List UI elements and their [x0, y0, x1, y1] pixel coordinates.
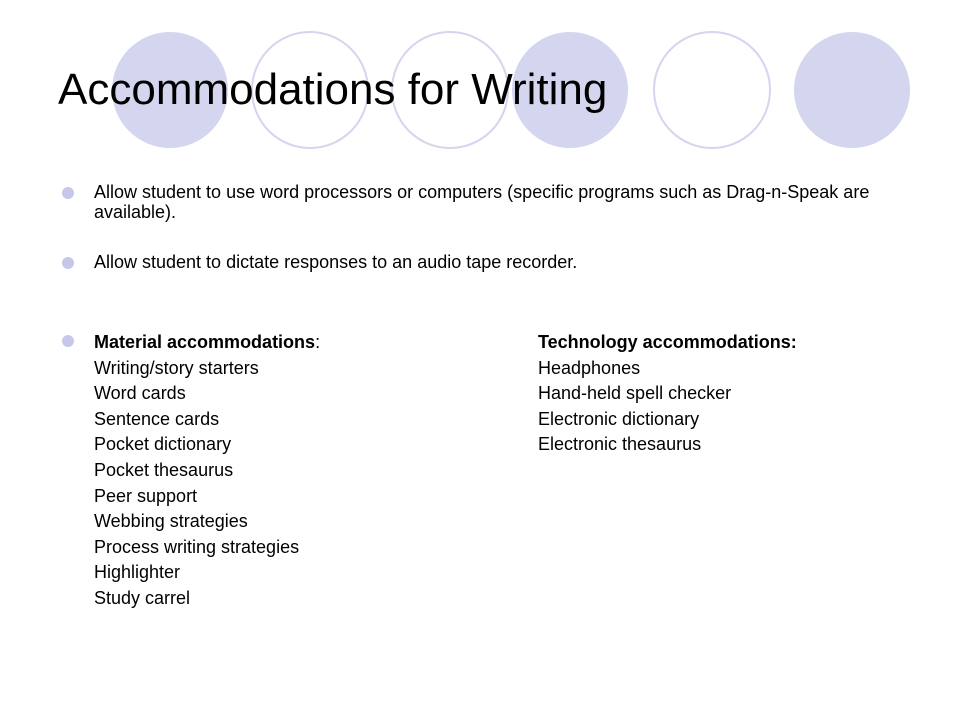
list-item: Webbing strategies [94, 511, 248, 532]
material-heading [94, 330, 320, 356]
list-item: Electronic thesaurus [538, 434, 702, 455]
slide-title: Accommodations for Writing [58, 65, 608, 114]
technology-heading: Technology accommodations: [538, 332, 797, 352]
bullet-text: Allow student to use word processors or computers (specific programs such as Drag-n-Speak are available). [94, 182, 870, 222]
list-item: Process writing strategies [94, 536, 300, 557]
list-item: Sentence cards [94, 408, 220, 429]
list-item: Highlighter [94, 562, 181, 583]
bullet-text: Allow student to dictate responses to an audio tape recorder. [94, 252, 578, 272]
technology-accommodations-list [538, 330, 797, 458]
list-item: Electronic dictionary [538, 408, 700, 429]
list-item: Hand-held spell checker [538, 383, 732, 404]
list-item: Pocket dictionary [94, 434, 232, 455]
list-item: Word cards [94, 383, 186, 404]
list-item: Study carrel [94, 587, 191, 608]
outline-circle-3 [654, 32, 770, 148]
material-heading-label: Material accommodations [94, 332, 316, 352]
list-item: Pocket thesaurus [94, 459, 234, 480]
list-item: Peer support [94, 485, 198, 506]
bullet-dot-icon [62, 335, 74, 347]
filled-circle-3 [794, 32, 910, 148]
list-item: Writing/story starters [94, 357, 259, 378]
list-item: Headphones [538, 357, 641, 378]
bullet-dot-icon [62, 257, 74, 269]
material-heading-colon: : [315, 332, 321, 352]
material-accommodations-list [94, 330, 320, 612]
bullet-dot-icon [62, 187, 74, 199]
